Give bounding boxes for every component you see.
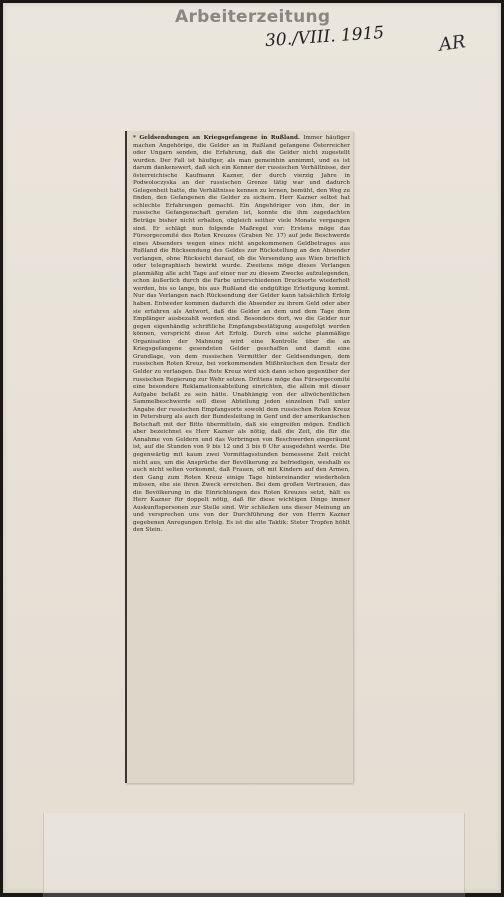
handwritten-initials: AR bbox=[437, 31, 467, 56]
newspaper-stamp: Arbeiterzeitung bbox=[175, 7, 331, 27]
article-body: Immer häufiger machen Angehörige, die Gelder an in Rußland gefangene Österreicher oder Ungarn senden, die Erfahrung, daß die Gelder nicht zugestellt wurden. Der Fall ist häufiger, als man gemeinhin annimmt, und es ist darum dankenswert, daß sich ein Kenner der russischen Verhältnisse, der österreichische Kaufmann Kazner, der durch vierzig Jahre in Podwoloczyska an der russischen Grenze tätig war und dadurch Gelegenheit hatte, die Verhältnisse kennen zu lernen, bemüht, den Weg zu finden, den Gefangenen die Gelder zu sichern. Herr Kazner selbst hat schlechte Erfahrungen gemacht. Ein Angehöriger von ihm, der in russische Gefangenschaft geraten ist, konnte die ihm zugedachten Beträge bisher nicht erhalten, obgleich seither viele Monate vergangen sind. Er schlägt nun folgende Maßregel vor: Erstens möge das Fürsorgecomité des Roten Kreuzes (Graben Nr. 17) auf jede Beschwerde eines Absenders wegen eines nicht angekommenen Geldbetrages aus Rußland die Rücksendung des Geldes zur Rückstellung an den Absender verlangen, ohne Rücksicht darauf, ob die Versendung aus Wien brieflich oder telegraphisch bewirkt wurde. Zweitens möge dieses Verlangen planmäßig alle acht Tage auf einer nur zu diesem Zwecke aufzulegenden, schon äußerlich durch die Farbe unterschiedenen Drucksorte wiederholt werden, bis so lange, bis aus Rußland die endgültige Erledigung kommt. Nur das Verlangen nach Rücksendung der Gelder kann tatsächlich Erfolg haben. Entweder kommen dadurch die Absender zu ihrem Geld oder aber sie erfahren als Antwort, daß die Gelder an dem und dem Tage dem Empfänger ausbezahlt worden sind. Besonders dort, wo die Gelder nur gegen eigenhändig schriftliche Empfangsbestätigung ausgefolgt werden können, verspricht diese Art Erfolg. Durch eine solche planmäßige Organisation der Mahnung wird eine Kontrolle über die an Kriegsgefangene gesendeten Gelder geschaffen und damit eine Grundlage, von dem russischen Vermittler der Geldsendungen, dem russischen Roten Kreuz, bei vorkommenden Mißbräuchen den Ersatz der Gelder zu verlangen. Das Rote Kreuz wird sich dann schon gegenüber der russischen Regierung zur Wehr setzen. Drittens möge das Fürsorgecomité eine besondere Reklamationsabteilung einrichten, die allein mit dieser Aufgabe befaßt zu sein hätte. Unabhängig von der allwöchentlichen Sammelbeschwerde soll diese Abteilung jeden einzelnen Fall unter Angabe der russischen Empfangsorte sowohl dem russischen Roten Kreuz in Petersburg als auch der Bundesleitung in Genf und der amerikanischen Botschaft mit der Bitte übermitteln, daß sie eingreifen mögen. Endlich aber bezeichnet es Herr Kazner als nötig, daß die Zeit, die für die Annahme von Geldern und das Vorbringen von Beschwerden eingeräumt ist, auf die Stunden von 9 bis 12 und 3 bis 6 Uhr ausgedehnt werde. Die gegenwärtig mit kaum zwei Vormittagsstunden bemessene Zeit reicht nicht aus, um die Ansprüche der Bevölkerung zu befriedigen, weshalb es auch nicht selten vorkommt, daß Frauen, oft mit Kindern auf den Armen, den Gang zum Roten Kreuz einige Tage hintereinander wiederholen müssen, ehe sie ihren Zweck erreichen. Bei dem großen Vertrauen, das die Bevölkerung in die Einrichtungen des Roten Kreuzes setzt, hält es Herr Kazner für doppelt nötig, daß für diese wichtigen Dinge immer Auskunftspersonen zur Stelle sind. Wir schließen uns dieser Meinung an und versprechen uns von der Durchführung der von Herrn Kazner gegebenen Anregungen Erfolg. Es ist die alte Taktik: Steter Tropfen höhlt den Stein. bbox=[133, 135, 350, 534]
paper-fold bbox=[43, 813, 465, 897]
newspaper-clipping bbox=[125, 131, 353, 783]
archive-sheet bbox=[3, 3, 501, 893]
article-title: * Geldsendungen an Kriegsgefangene in Rußland. bbox=[133, 135, 300, 141]
handwritten-date: 30./VIII. 1915 bbox=[264, 22, 385, 52]
article-text bbox=[133, 135, 350, 535]
